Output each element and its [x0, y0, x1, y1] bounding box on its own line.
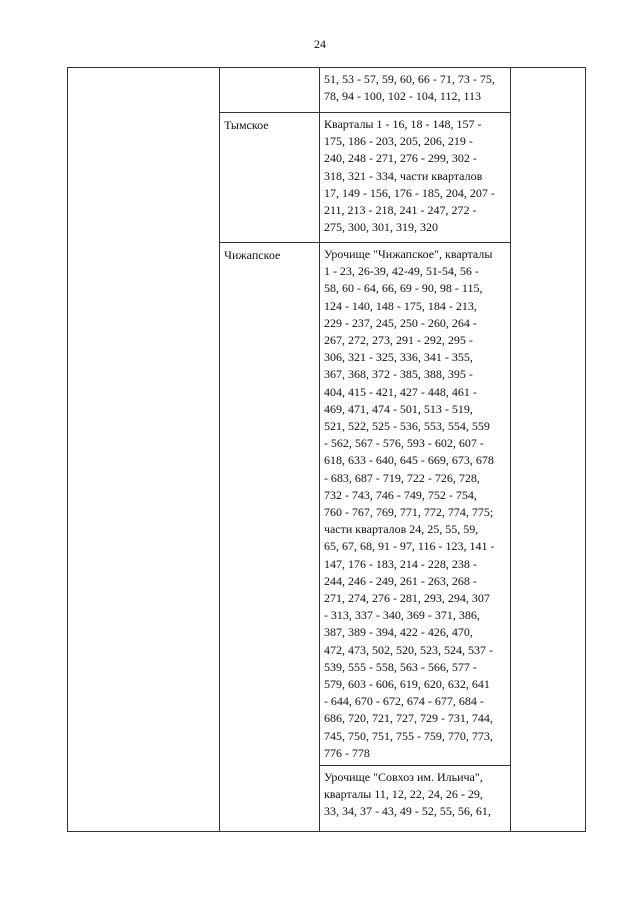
district-name: Тымское — [224, 118, 269, 132]
district-cell — [220, 243, 320, 832]
areas-cell — [319, 243, 510, 766]
areas-text: 51, 53 - 57, 59, 60, 66 - 71, 73 - 75, 78, 94 - 100, 102 - 104, 112, 113 — [323, 72, 495, 104]
extra-text — [511, 68, 585, 72]
district-cell — [220, 68, 320, 113]
extra-cell — [511, 68, 586, 832]
table-row — [68, 68, 586, 113]
areas-cell — [319, 68, 510, 113]
forestry-cell — [68, 68, 220, 832]
forestry-table — [67, 67, 586, 832]
areas-text: Кварталы 1 - 16, 18 - 148, 157 - 175, 186 - 203, 205, 206, 219 - 240, 248 - 271, 276 - 299, 302 - 318, 321 - 334, части кварталов 17, 149 - 156, 176 - 185, 204, 207 - 211, 213 - 218, 241 - 247, 272 - 275, 300, 301, 319, 320 — [323, 117, 495, 235]
areas-text: Урочище "Чижапское", кварталы 1 - 23, 26-39, 42-49, 51-54, 56 - 58, 60 - 64, 66, 69 - 90, 98 - 115, 124 - 140, 148 - 175, 184 - 213, 229 - 237, 245, 250 - 260, 264 - 267, 272, 273, 291 - 292, 295 - 306, 321 - 325, 336, 341 - 355, 367, 368, 372 - 385, 388, 395 - 404, 415 - 421, 427 - 448, 461 - 469, 471, 474 - 501, 513 - 519, 521, 522, 525 - 536, 553, 554, 559 - 562, 567 - 576, 593 - 602, 607 - 618, 633 - 640, 645 - 669, 673, 678 - 683, 687 - 719, 722 - 726, 728, 732 - 743, 746 - 749, 752 - 754, 760 - 767, 769, 771, 772, 774, 775; части кварталов 24, 25, 55, 59, 65, 67, 68, 91 - 97, 116 - 123, 141 - 147, 176 - 183, 214 - 228, 238 - 244, 246 - 249, 261 - 263, 268 - 271, 274, 276 - 281, 293, 294, 307 - 313, 337 - 340, 369 - 371, 386, 387, 389 - 394, 422 - 426, 470, 472, 473, 502, 520, 523, 524, 537 - 539, 555 - 558, 563 - 566, 577 - 579, 603 - 606, 619, 620, 632, 641 - 644, 670 - 672, 674 - 677, 684 - 686, 720, 721, 727, 729 - 731, 744, 745, 750, 751, 755 - 759, 770, 773, 776 - 778 — [323, 247, 495, 760]
district-name — [220, 68, 319, 72]
district-name: Чижапское — [224, 248, 281, 262]
areas-cell — [319, 113, 510, 243]
areas-text: Урочище "Совхоз им. Ильича", кварталы 11, 12, 22, 24, 26 - 29, 33, 34, 37 - 43, 49 - 52, 55, 56, 61, — [323, 770, 491, 819]
district-cell — [220, 113, 320, 243]
areas-cell — [319, 766, 510, 832]
page-number: 24 — [314, 37, 326, 51]
